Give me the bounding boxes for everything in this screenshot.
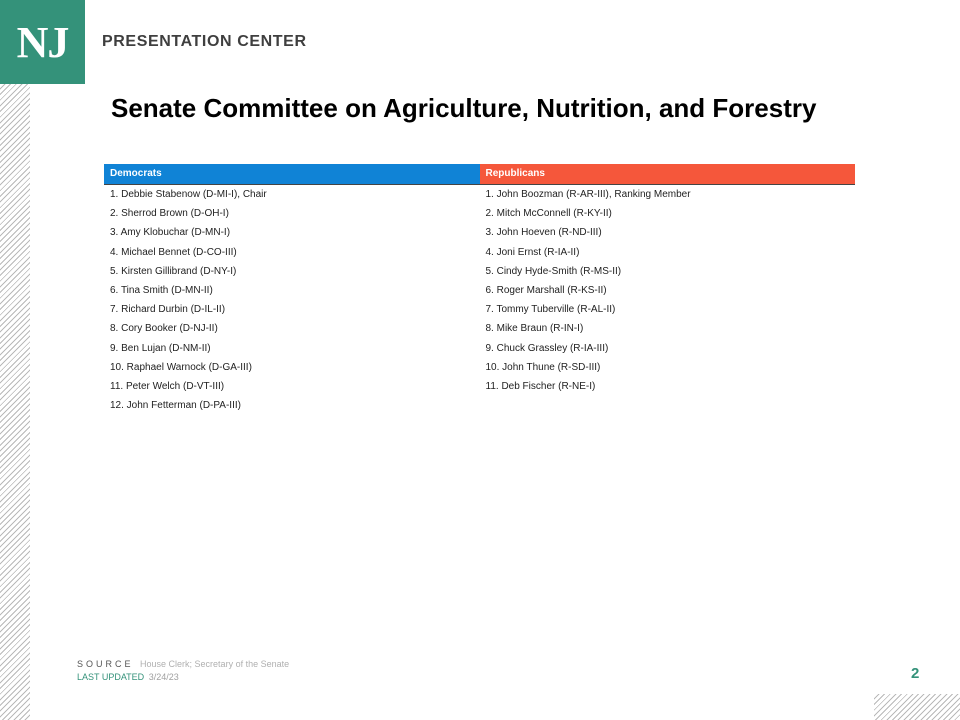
brand-name: PRESENTATION CENTER [102,33,307,50]
democrat-member: 12. John Fetterman (D-PA-III) [110,400,241,412]
logo-text: NJ [16,17,69,67]
republican-member: 10. John Thune (R-SD-III) [485,361,601,373]
source-label: SOURCE [77,659,134,669]
republican-member: 3. John Hoeven (R-ND-III) [485,227,602,239]
democrats-column [104,185,480,415]
republicans-column [480,185,856,415]
republican-member: 4. Joni Ernst (R-IA-II) [485,246,580,258]
democrat-member: 7. Richard Durbin (D-IL-II) [110,304,226,316]
slide-title: Senate Committee on Agriculture, Nutrition, and Forestry [111,93,817,123]
democrat-member: 8. Cory Booker (D-NJ-II) [110,323,218,335]
republican-member: 1. John Boozman (R-AR-III), Ranking Member [485,189,691,200]
republican-member: 2. Mitch McConnell (R-KY-II) [485,208,612,220]
source-line [77,659,289,669]
republican-member: 6. Roger Marshall (R-KS-II) [485,284,607,296]
democrat-member: 3. Amy Klobuchar (D-MN-I) [110,227,231,239]
democrat-member: 4. Michael Bennet (D-CO-III) [110,246,237,258]
last-updated-date: 3/24/23 [148,672,179,682]
republican-member: 7. Tommy Tuberville (R-AL-II) [485,304,616,316]
nj-logo [0,0,85,84]
republican-member: 8. Mike Braun (R-IN-I) [485,323,584,335]
table-header [104,164,855,184]
source-text: House Clerk; Secretary of the Senate [140,659,290,669]
committee-table [104,164,855,415]
header-democrats: Democrats [104,164,480,184]
decorative-hatch-left [0,84,30,720]
republican-member: 5. Cindy Hyde-Smith (R-MS-II) [485,265,622,277]
table-body [104,185,855,415]
democrat-member: 9. Ben Lujan (D-NM-II) [110,342,211,354]
democrat-member: 10. Raphael Warnock (D-GA-III) [110,361,252,373]
democrat-member: 5. Kirsten Gillibrand (D-NY-I) [110,265,237,277]
democrat-member: 11. Peter Welch (D-VT-III) [110,380,225,392]
republican-member: 9. Chuck Grassley (R-IA-III) [485,342,609,354]
header-republicans: Republicans [480,164,856,184]
democrat-member: 1. Debbie Stabenow (D-MI-I), Chair [110,189,267,200]
decorative-hatch-corner [874,694,960,720]
last-updated-line [77,672,179,682]
democrat-member: 6. Tina Smith (D-MN-II) [110,284,213,296]
democrat-member: 2. Sherrod Brown (D-OH-I) [110,208,229,220]
last-updated-label: LAST UPDATED [77,672,145,682]
republican-member: 11. Deb Fischer (R-NE-I) [485,380,596,392]
page-number: 2 [911,665,920,682]
